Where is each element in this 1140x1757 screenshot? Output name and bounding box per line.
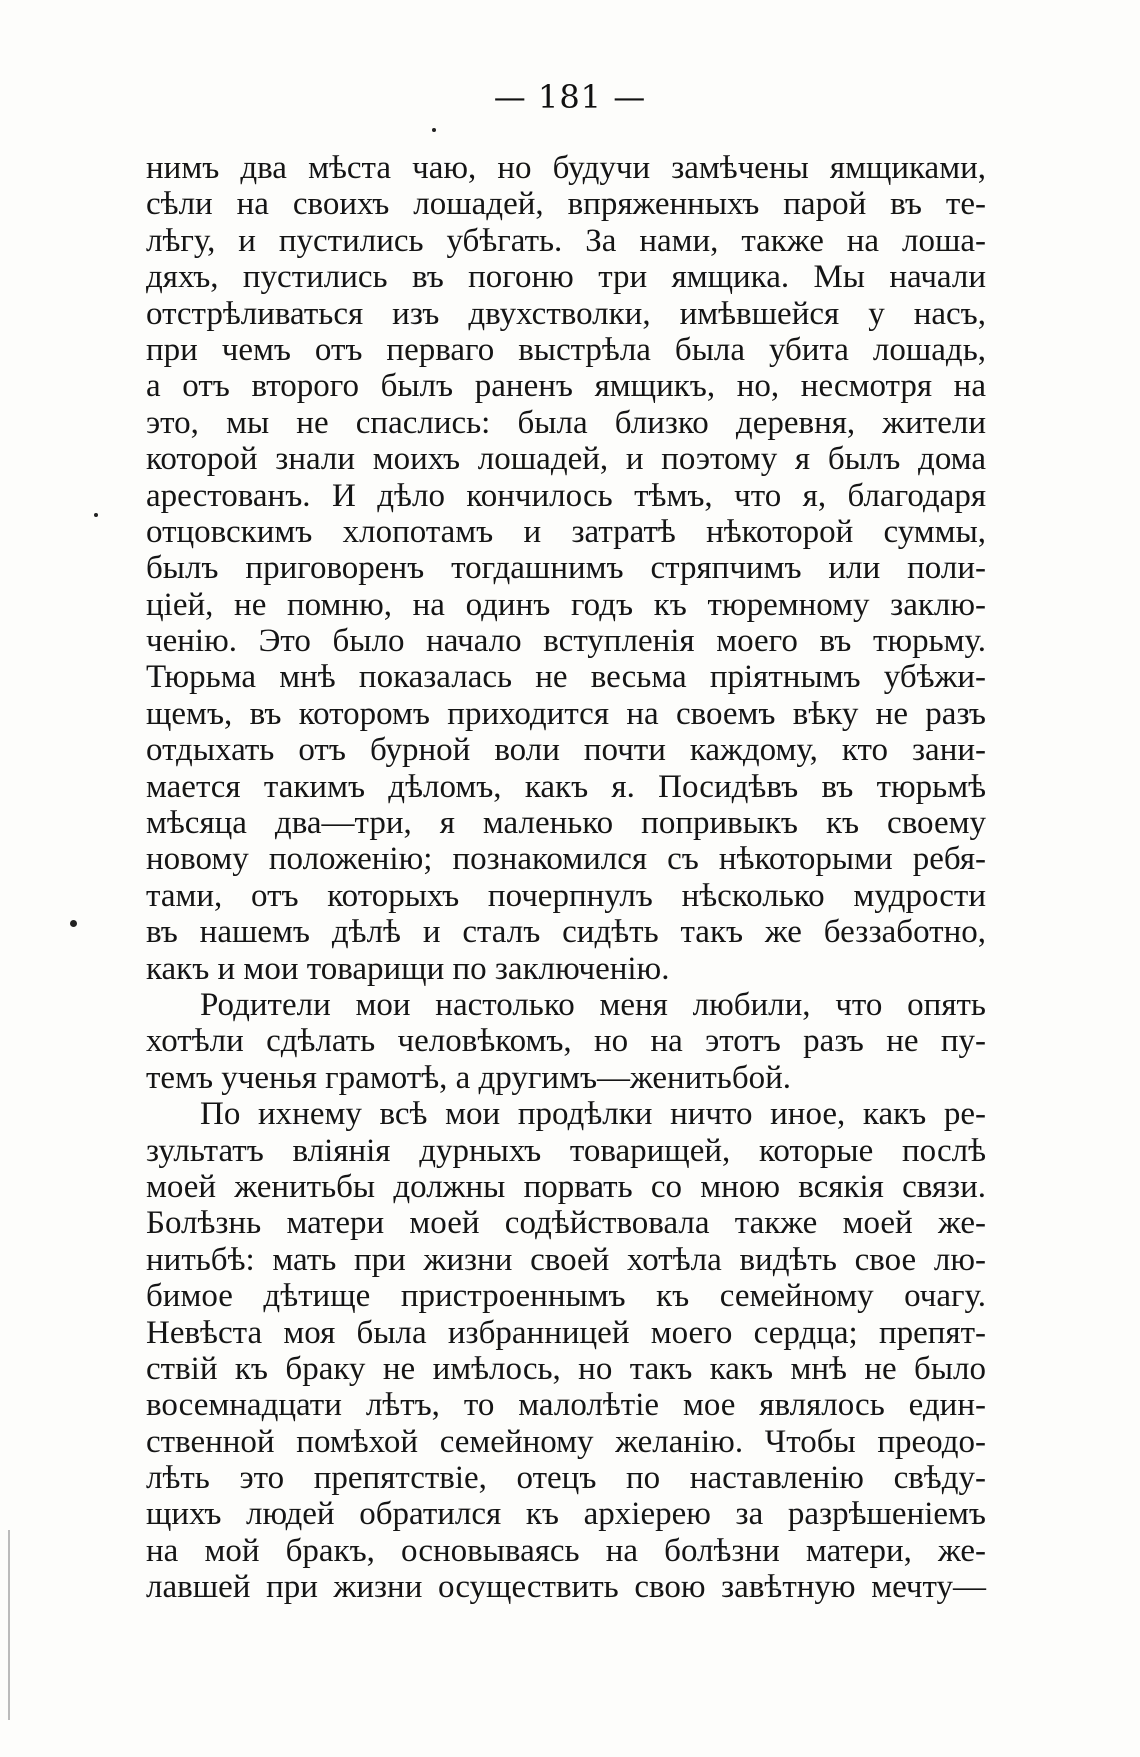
text-line: сѣли на своихъ лошадей, впряженныхъ парой въ те- xyxy=(146,186,986,223)
text-line: моей женитьбы должны порвать со мною всякія связи. xyxy=(146,1168,986,1205)
text-line: отдыхать отъ бурной воли почти каждому, кто зани- xyxy=(146,732,986,769)
text-line: какъ и мои товарищи по заключенію. xyxy=(146,950,670,987)
text-line: отцовскимъ хлопотамъ и затратѣ нѣкоторой суммы, xyxy=(146,513,986,550)
text-line: нимъ два мѣста чаю, но будучи замѣчены ямщиками, xyxy=(146,150,986,186)
text-line: лавшей при жизни осуществить свою завѣтную мечту— xyxy=(146,1569,986,1606)
text-line: темъ ученья грамотѣ, а другимъ—женитьбой. xyxy=(146,1059,792,1096)
text-line: новому положенію; познакомился съ нѣкоторыми ребя- xyxy=(146,841,986,878)
text-line: былъ приговоренъ тогдашнимъ стряпчимъ или поли- xyxy=(146,550,986,587)
text-line: бимое дѣтище пристроеннымъ къ семейному очагу. xyxy=(146,1278,986,1315)
scan-edge xyxy=(8,1530,10,1720)
text-line: отстрѣливаться изъ двухстволки, имѣвшейся у насъ, xyxy=(146,295,986,332)
text-line: нитьбѣ: мать при жизни своей хотѣла видѣть свое лю- xyxy=(146,1241,986,1278)
text-line: ственной помѣхой семейному желанію. Чтобы преодо- xyxy=(146,1423,986,1460)
text-line: лѣгу, и пустились убѣгать. За нами, также на лоша- xyxy=(146,222,986,259)
text-line: ціей, не помню, на одинъ годъ къ тюремному заклю- xyxy=(146,586,986,623)
page-number: — 181 — xyxy=(493,78,647,116)
paragraph-2 xyxy=(146,987,986,1096)
text-line: хотѣли сдѣлать человѣкомъ, но на этотъ разъ не пу- xyxy=(146,1023,986,1060)
text-line: ченію. Это было начало вступленія моего въ тюрьму. xyxy=(146,623,986,660)
body-text xyxy=(146,150,986,1606)
scan-speck xyxy=(94,513,98,517)
text-line: мается такимъ дѣломъ, какъ я. Посидѣвъ въ тюрьмѣ xyxy=(146,768,986,805)
text-line: это, мы не спаслись: была близко деревня, жители xyxy=(146,404,986,441)
text-line: арестованъ. И дѣло кончилось тѣмъ, что я, благодаря xyxy=(146,477,986,514)
scan-speck xyxy=(70,920,77,927)
text-line: тами, отъ которыхъ почерпнулъ нѣсколько мудрости xyxy=(146,877,986,914)
text-line: ствій къ браку не имѣлось, но такъ какъ мнѣ не было xyxy=(146,1350,986,1387)
text-line: которой знали моихъ лошадей, и поэтому я былъ дома xyxy=(146,441,986,478)
text-line: дяхъ, пустились въ погоню три ямщика. Мы начали xyxy=(146,259,986,296)
scan-speck xyxy=(432,128,436,132)
text-line: Невѣста моя была избранницей моего сердца; препят- xyxy=(146,1314,986,1351)
text-line: По ихнему всѣ мои продѣлки ничто иное, какъ ре- xyxy=(200,1096,986,1133)
text-line: на мой бракъ, основываясь на болѣзни матери, же- xyxy=(146,1532,986,1569)
text-line: мѣсяца два—три, я маленько попривыкъ къ своему xyxy=(146,805,986,842)
text-line: а отъ второго былъ раненъ ямщикъ, но, несмотря на xyxy=(146,368,986,405)
paragraph-1 xyxy=(146,150,986,987)
text-line: зультатъ вліянія дурныхъ товарищей, которые послѣ xyxy=(146,1132,986,1169)
text-line: Родители мои настолько меня любили, что опять xyxy=(200,986,986,1023)
text-line: восемнадцати лѣтъ, то малолѣтіе мое являлось един- xyxy=(146,1387,986,1424)
text-line: щихъ людей обратился къ архіерею за разрѣшеніемъ xyxy=(146,1496,986,1533)
text-line: щемъ, въ которомъ приходится на своемъ вѣку не разъ xyxy=(146,695,986,732)
paragraph-3 xyxy=(146,1096,986,1605)
text-line: Болѣзнь матери моей содѣйствовала также моей же- xyxy=(146,1205,986,1242)
text-line: при чемъ отъ перваго выстрѣла была убита лошадь, xyxy=(146,331,986,368)
text-line: Тюрьма мнѣ показалась не весьма пріятнымъ убѣжи- xyxy=(146,659,986,696)
text-line: въ нашемъ дѣлѣ и сталъ сидѣть такъ же беззаботно, xyxy=(146,914,986,951)
text-line: лѣть это препятствіе, отецъ по наставленію свѣду- xyxy=(146,1460,986,1497)
